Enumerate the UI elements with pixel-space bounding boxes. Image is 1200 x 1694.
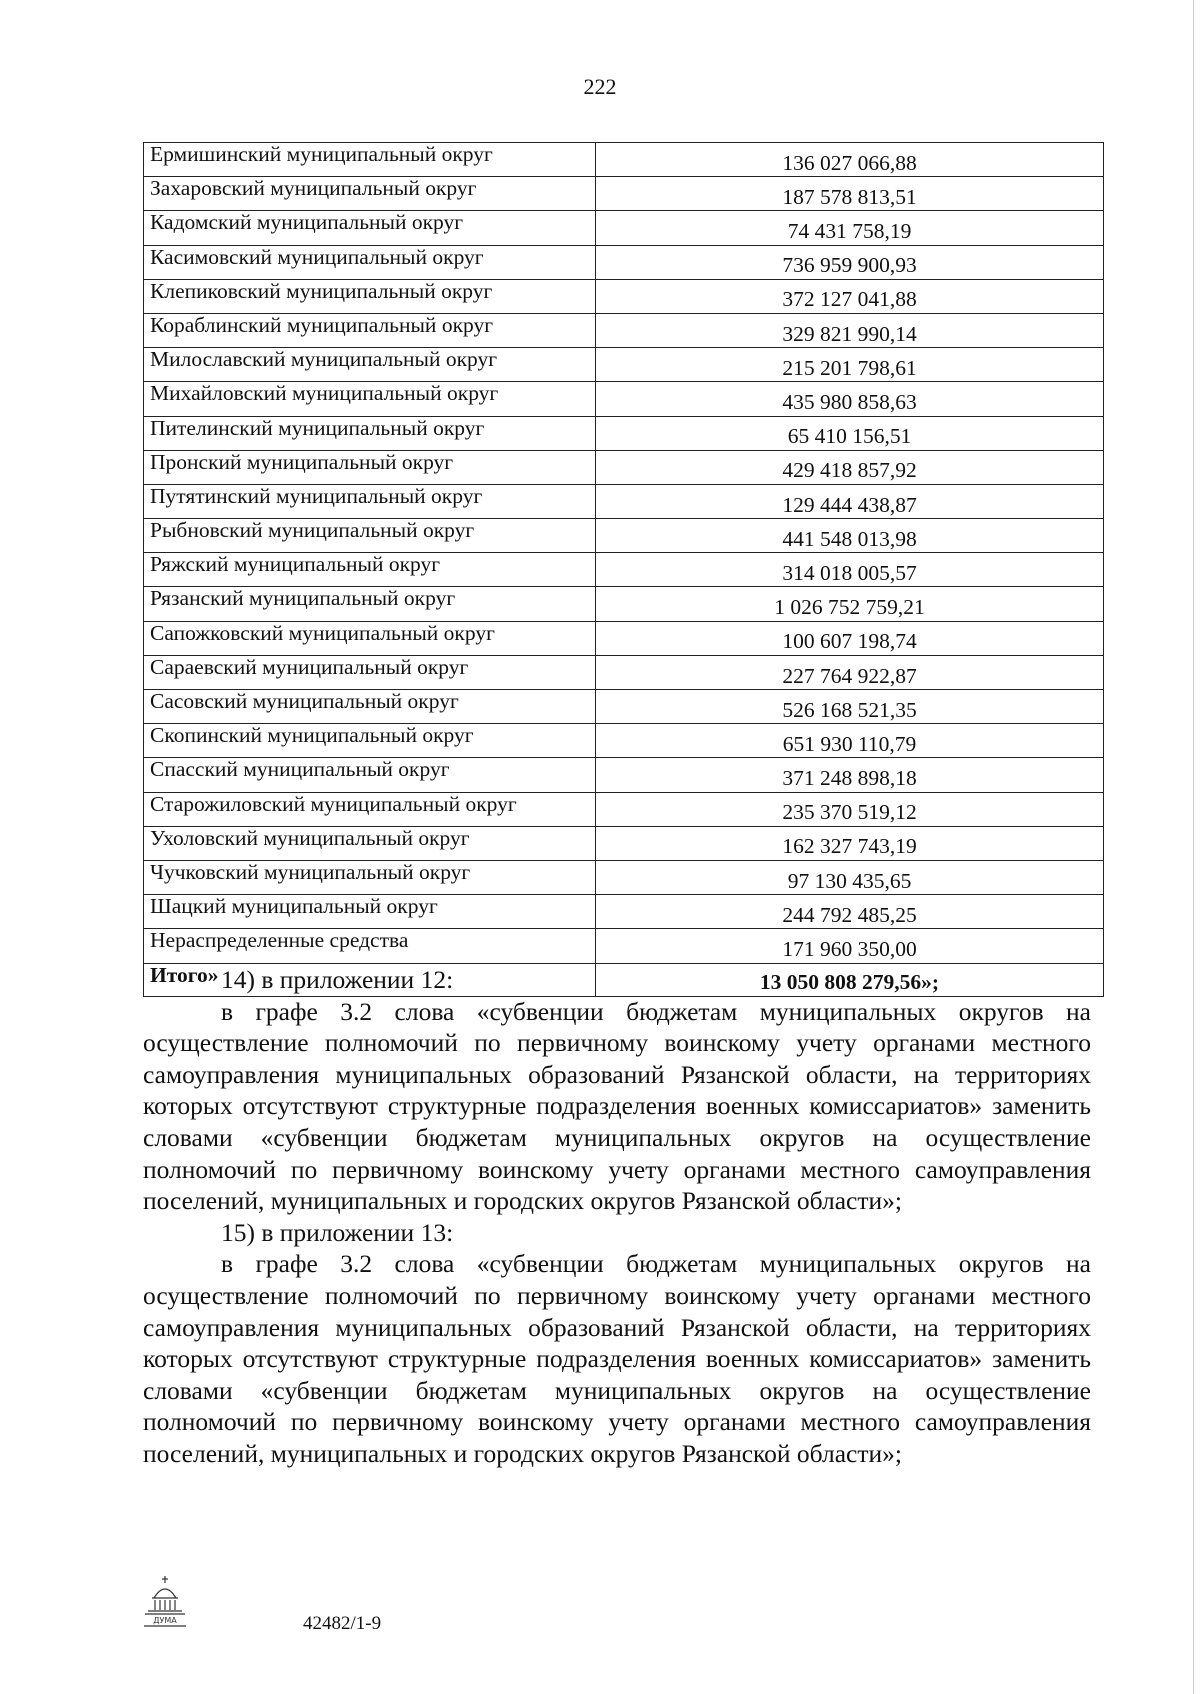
table-row (144, 519, 1104, 553)
amendment-paragraph-15: в графе 3.2 слова «субвенции бюджетам муниципальных округов на осуществление полномочий по первичному воинскому учету органами местного самоуправления муниципальных образований Рязанской области, на территориях которых отсутствуют структурные подразделения военных комиссариатов» заменить словами «субвенции бюджетам муниципальных округов на осуществление полномочий по первичному воинскому учету органами местного самоуправления поселений, муниципальных и городских округов Рязанской области»; (143, 1249, 1091, 1468)
table-row (144, 860, 1104, 894)
district-name-cell: Захаровский муниципальный округ (144, 177, 596, 211)
district-name-cell: Касимовский муниципальный округ (144, 245, 596, 279)
table-body (144, 143, 1104, 964)
table-row (144, 313, 1104, 347)
table-row (144, 177, 1104, 211)
amount-cell: 314 018 005,57 (596, 553, 1104, 587)
scan-edge-line (1193, 0, 1194, 1694)
district-name-cell: Сапожковский муниципальный округ (144, 621, 596, 655)
table-row (144, 348, 1104, 382)
amendment-paragraph-14: в графе 3.2 слова «субвенции бюджетам муниципальных округов на осуществление полномочий по первичному воинскому учету органами местного самоуправления муниципальных образований Рязанской области, на территориях которых отсутствуют структурные подразделения военных комиссариатов» заменить словами «субвенции бюджетам муниципальных округов на осуществление полномочий по первичному воинскому учету органами местного самоуправления поселений, муниципальных и городских округов Рязанской области»; (143, 996, 1091, 1216)
district-name-cell: Михайловский муниципальный округ (144, 382, 596, 416)
amount-cell: 526 168 521,35 (596, 690, 1104, 724)
amendment-item-15: 15) в приложении 13: (221, 1217, 454, 1247)
district-name-cell: Рязанский муниципальный округ (144, 587, 596, 621)
table-row (144, 279, 1104, 313)
table-row (144, 587, 1104, 621)
budget-allocation-table (143, 142, 1104, 997)
amount-cell: 235 370 519,12 (596, 792, 1104, 826)
district-name-cell: Ермишинский муниципальный округ (144, 143, 596, 177)
district-name-cell: Кораблинский муниципальный округ (144, 313, 596, 347)
table-row (144, 895, 1104, 929)
amount-cell: 65 410 156,51 (596, 416, 1104, 450)
amount-cell: 215 201 798,61 (596, 348, 1104, 382)
district-name-cell: Ухоловский муниципальный округ (144, 826, 596, 860)
amount-cell: 1 026 752 759,21 (596, 587, 1104, 621)
amendment-item-14: 14) в приложении 12: (221, 965, 454, 994)
document-code: 42482/1-9 (303, 1613, 382, 1634)
table-row (144, 211, 1104, 245)
amount-cell: 435 980 858,63 (596, 382, 1104, 416)
amount-cell: 227 764 922,87 (596, 655, 1104, 689)
table-row (144, 382, 1104, 416)
table-row (144, 484, 1104, 518)
district-name-cell: Клепиковский муниципальный округ (144, 279, 596, 313)
amount-cell: 136 027 066,88 (596, 143, 1104, 177)
district-name-cell: Пронский муниципальный округ (144, 450, 596, 484)
district-name-cell: Сасовский муниципальный округ (144, 690, 596, 724)
table-row (144, 758, 1104, 792)
amount-cell: 162 327 743,19 (596, 826, 1104, 860)
table-row (144, 143, 1104, 177)
amount-cell: 371 248 898,18 (596, 758, 1104, 792)
page-number: 222 (583, 74, 617, 99)
table-row (144, 929, 1104, 963)
amendment-text (143, 964, 1091, 1470)
amount-cell: 441 548 013,98 (596, 519, 1104, 553)
table-row (144, 655, 1104, 689)
amount-cell: 187 578 813,51 (596, 177, 1104, 211)
emblem-text: ДУМА (153, 1616, 177, 1625)
total-amount: 13 050 808 279,56»; (596, 963, 1104, 996)
amount-cell: 329 821 990,14 (596, 313, 1104, 347)
amount-cell: 100 607 198,74 (596, 621, 1104, 655)
amount-cell: 429 418 857,92 (596, 450, 1104, 484)
table-row (144, 450, 1104, 484)
table-row (144, 245, 1104, 279)
amount-cell: 244 792 485,25 (596, 895, 1104, 929)
district-name-cell: Шацкий муниципальный округ (144, 895, 596, 929)
district-name-cell: Рыбновский муниципальный округ (144, 519, 596, 553)
district-name-cell: Пителинский муниципальный округ (144, 416, 596, 450)
table-row (144, 553, 1104, 587)
district-name-cell: Нераспределенные средства (144, 929, 596, 963)
amount-cell: 74 431 758,19 (596, 211, 1104, 245)
amount-cell: 651 930 110,79 (596, 724, 1104, 758)
table-row (144, 724, 1104, 758)
district-name-cell: Сараевский муниципальный округ (144, 655, 596, 689)
amount-cell: 171 960 350,00 (596, 929, 1104, 963)
district-name-cell: Старожиловский муниципальный округ (144, 792, 596, 826)
table-row (144, 826, 1104, 860)
table-row (144, 792, 1104, 826)
amount-cell: 129 444 438,87 (596, 484, 1104, 518)
table-row (144, 621, 1104, 655)
amount-cell: 372 127 041,88 (596, 279, 1104, 313)
table-row (144, 416, 1104, 450)
table-row (144, 690, 1104, 724)
district-name-cell: Кадомский муниципальный округ (144, 211, 596, 245)
regional-duma-emblem-icon (140, 1574, 190, 1632)
district-name-cell: Путятинский муниципальный округ (144, 484, 596, 518)
amount-cell: 97 130 435,65 (596, 860, 1104, 894)
total-label: Итого» (144, 963, 596, 996)
district-name-cell: Ряжский муниципальный округ (144, 553, 596, 587)
district-name-cell: Милославский муниципальный округ (144, 348, 596, 382)
district-name-cell: Спасский муниципальный округ (144, 758, 596, 792)
district-name-cell: Чучковский муниципальный округ (144, 860, 596, 894)
amount-cell: 736 959 900,93 (596, 245, 1104, 279)
district-name-cell: Скопинский муниципальный округ (144, 724, 596, 758)
